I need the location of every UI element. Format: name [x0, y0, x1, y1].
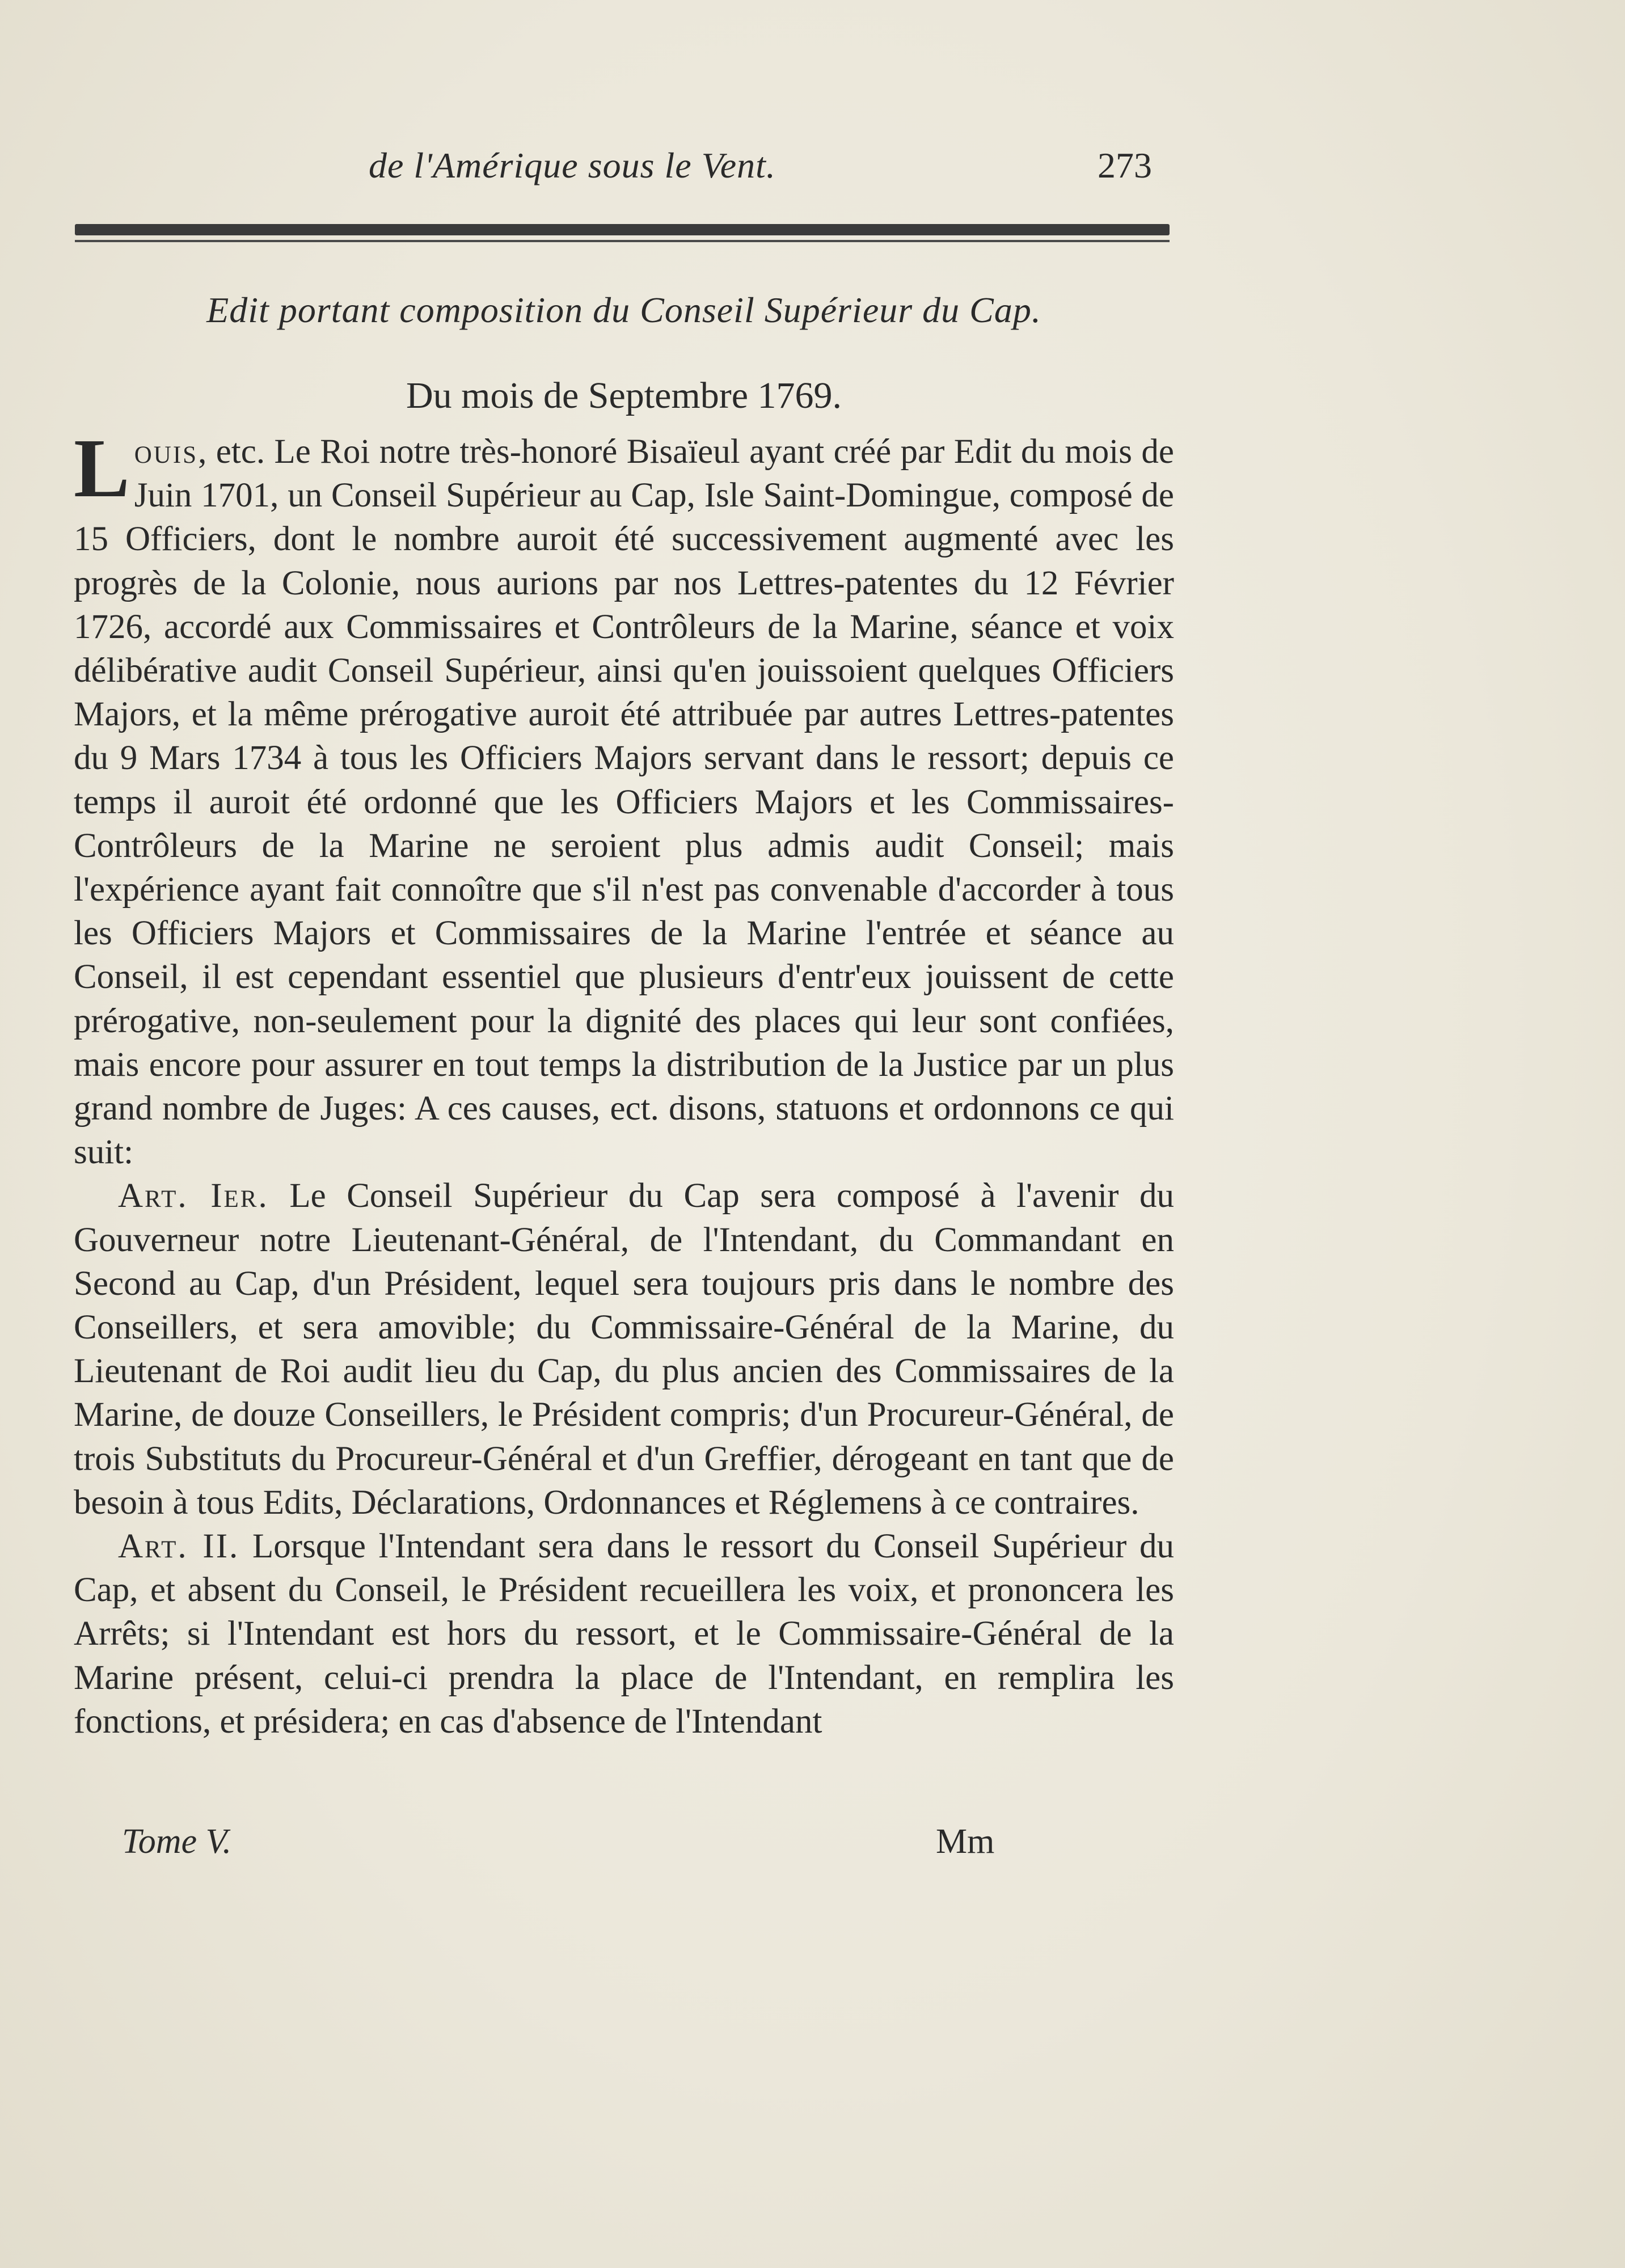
header-rule-thin	[75, 240, 1170, 242]
preamble-first-word: ouis	[134, 433, 199, 471]
page-number: 273	[1098, 145, 1152, 185]
article-2-text: Lorsque l'Intendant sera dans le ressort du Conseil Supérieur du Cap, et absent du Conseil, le Président recueillera les voix, et prononcera les Arrêts; si l'Intendant est hors du ressort, et le Commissaire-Général de la Marine présent, celui-ci prendra la place de l'Intendant, en remplira les fonctions, et présidera; en cas d'absence de l'Intendant	[74, 1527, 1174, 1741]
preamble-paragraph	[74, 422, 1174, 1174]
signature-mark: Mm	[936, 1822, 995, 1861]
article-2-paragraph	[74, 1524, 1174, 1743]
document-title: Edit portant composition du Conseil Supérieur du Cap.	[206, 290, 1041, 330]
volume-label: Tome V.	[122, 1822, 231, 1861]
article-2-label: Art. II.	[118, 1527, 240, 1566]
article-1-paragraph	[74, 1174, 1174, 1524]
article-1-label: Art. Ier.	[118, 1177, 269, 1215]
document-date: Du mois de Septembre 1769.	[406, 375, 842, 416]
running-title: de l'Amérique sous le Vent.	[369, 145, 776, 185]
preamble-text: , etc. Le Roi notre très-honoré Bisaïeul ayant créé par Edit du mois de Juin 1701, un Conseil Supérieur au Cap, Isle Saint-Domingue, composé de 15 Officiers, dont le nombre auroit été successivement augmenté avec les progrès de la Colonie, nous aurions par nos Lettres-patentes du 12 Février 1726, accordé aux Commissaires et Contrôleurs de la Marine, séance et voix délibérative audit Conseil Supérieur, ainsi qu'en jouissoient quelques Officiers Majors, et la même prérogative auroit été attribuée par autres Lettres-patentes du 9 Mars 1734 à tous les Officiers Majors servant dans le ressort; depuis ce temps il auroit été ordonné que les Officiers Majors et les Commissaires-Contrôleurs de la Marine ne seroient plus admis audit Conseil; mais l'expérience ayant fait connoître que s'il n'est pas convenable d'accorder à tous les Officiers Majors et Commissaires de la Marine l'entrée et séance au Conseil, il est cependant essentiel que plusieurs d'entr'eux jouissent de cette prérogative, non-seulement pour la dignité des places qui leur sont confiées, mais encore pour assurer en tout temps la distribution de la Justice par un plus grand nombre de Juges: A ces causes, ect. disons, statuons et ordonnons ce qui suit:	[74, 433, 1174, 1172]
body-text	[74, 422, 1174, 1743]
header-rule	[75, 224, 1170, 244]
header-rule-thick	[75, 224, 1170, 235]
drop-cap: L	[74, 422, 130, 515]
article-1-text: Le Conseil Supérieur du Cap sera composé à l'avenir du Gouverneur notre Lieutenant-Général, de l'Intendant, du Commandant en Second au Cap, d'un Président, lequel sera toujours pris dans le nombre des Conseillers, et sera amovible; du Commissaire-Général de la Marine, du Lieutenant de Roi audit lieu du Cap, du plus ancien des Commissaires de la Marine, de douze Conseillers, le Président compris; d'un Procureur-Général, de trois Substituts du Procureur-Général et d'un Greffier, dérogeant en tant que de besoin à tous Edits, Déclarations, Ordonnances et Réglemens à ce contraires.	[74, 1177, 1174, 1522]
